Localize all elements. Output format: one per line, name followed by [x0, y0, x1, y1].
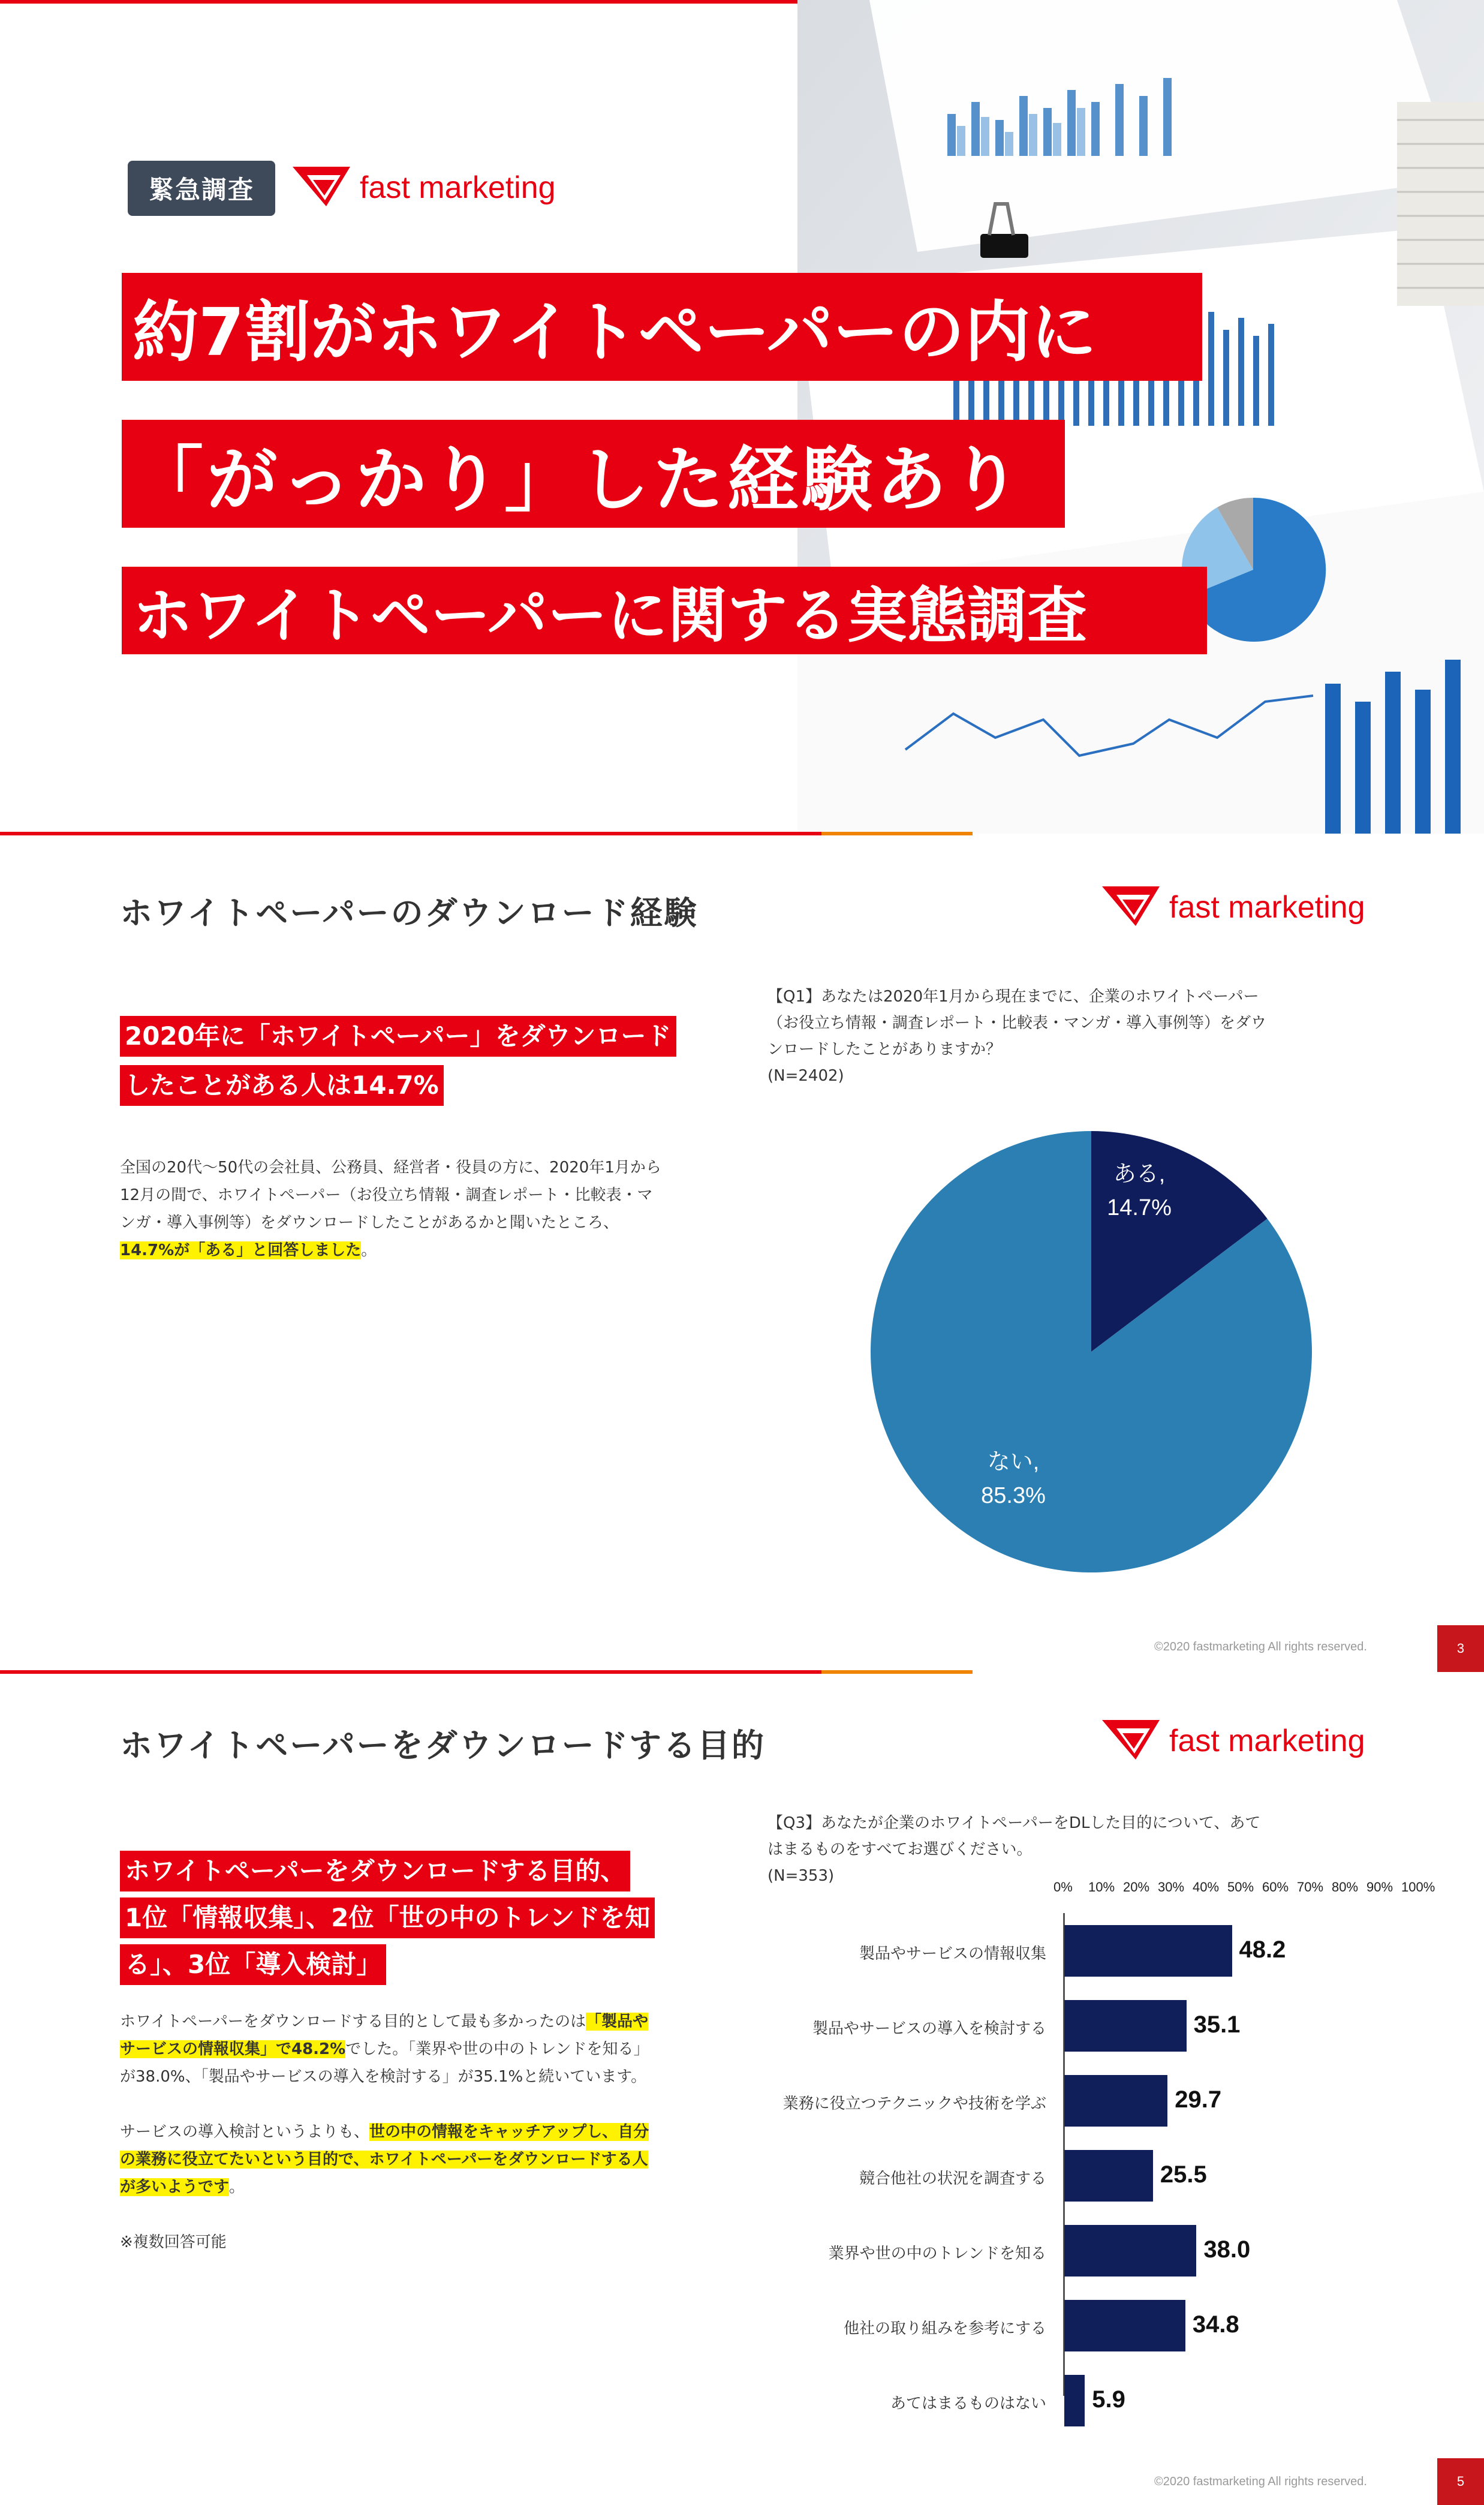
slide-3-title: ホワイトペーパーのダウンロード経験 [120, 894, 699, 932]
question-sample-size: (N=353) [767, 1867, 835, 1885]
axis-tick-label: 50% [1227, 1879, 1254, 1894]
bar-category-label: 製品やサービスの導入を検討する [812, 2020, 1046, 2038]
headline-line: る」、3位「導入検討」 [120, 1944, 386, 1985]
slide-3-page-number: 3 [1437, 1625, 1484, 1672]
slide-3-bottom-rule-orange [821, 1670, 973, 1674]
body-line: 全国の20代～50代の会社員、公務員、経営者・役員の方に、2020年1月から [120, 1159, 661, 1177]
pie-label-yes [1079, 1157, 1199, 1225]
urgent-survey-badge: 緊急調査 [128, 161, 275, 216]
question-line: 【Q1】あなたは2020年1月から現在までに、企業のホワイトペーパー [767, 988, 1259, 1006]
body-text: でした。「業界や世の中のトレンドを知る」 [345, 2040, 649, 2058]
bar [1064, 2150, 1153, 2202]
logo-text: fast marketing [1169, 1724, 1365, 1758]
bar-category-label: 他社の取り組みを参考にする [843, 2320, 1046, 2338]
q1-question [767, 984, 1319, 1089]
question-sample-size: (N=2402) [767, 1067, 844, 1085]
slide-5-title: ホワイトペーパーをダウンロードする目的 [120, 1727, 766, 1764]
cover-chart-photo [797, 0, 1484, 834]
cover-top-rule [0, 0, 797, 4]
bar-category-label: 競合他社の状況を調査する [859, 2170, 1046, 2188]
body-highlight: 14.7%が「ある」と回答しました [120, 1241, 362, 1259]
bar-category-label: 製品やサービスの情報収集 [859, 1945, 1046, 1963]
fast-marketing-logo-icon [1102, 1720, 1160, 1762]
cover-title-line-1: 約7割がホワイトペーパーの内に [122, 273, 1202, 381]
bar-value-label: 34.8 [1192, 2311, 1239, 2338]
bar-value-label: 48.2 [1239, 1936, 1286, 1963]
q3-question [767, 1810, 1319, 1889]
body-highlight: サービスの情報収集」で48.2% [120, 2040, 346, 2058]
cover-logo [293, 167, 556, 209]
pie-label-no-value: 85.3% [981, 1483, 1046, 1508]
bar-category-label: 業界や世の中のトレンドを知る [828, 2245, 1046, 2263]
bar-category-label: あてはまるものはない [890, 2395, 1046, 2413]
pie-label-yes-name: ある, [1113, 1162, 1166, 1187]
bar-category-label: 業務に役立つテクニックや技術を学ぶ [782, 2095, 1046, 2113]
bar [1064, 2375, 1085, 2426]
bar-value-label: 38.0 [1203, 2236, 1251, 2263]
slide-3-copyright: ©2020 fastmarketing All rights reserved. [1154, 1640, 1367, 1653]
bar-value-label: 5.9 [1092, 2386, 1125, 2413]
question-line: はまるものをすべてお選びください。 [767, 1841, 1033, 1859]
fast-marketing-logo-icon [293, 167, 350, 209]
body-text: が38.0%、「製品やサービスの導入を検討する」が35.1%と続いています。 [120, 2068, 647, 2086]
axis-tick-label: 100% [1401, 1879, 1435, 1894]
headline-line: ホワイトペーパーをダウンロードする目的、 [120, 1851, 630, 1891]
logo-text: fast marketing [360, 170, 556, 205]
axis-tick-label: 70% [1297, 1879, 1324, 1894]
bar [1064, 2075, 1167, 2127]
question-line: （お役立ち情報・調査レポート・比較表・マンガ・導入事例等）をダウ [767, 1014, 1267, 1032]
multiple-answer-note: ※複数回答可能 [120, 2233, 227, 2251]
body-end: 。 [229, 2178, 245, 2196]
body-line: ンガ・導入事例等）をダウンロードしたことがあるかと聞いたところ、 [120, 1214, 619, 1232]
slide-5-copyright: ©2020 fastmarketing All rights reserved. [1154, 2475, 1367, 2488]
bar [1064, 2300, 1185, 2351]
axis-tick-label: 0% [1053, 1879, 1073, 1894]
slide-5-headline [120, 1851, 655, 1991]
axis-tick-label: 90% [1366, 1879, 1393, 1894]
pie-label-yes-value: 14.7% [1107, 1195, 1172, 1220]
axis-tick-label: 80% [1332, 1879, 1359, 1894]
body-highlight: の業務に役立てたいという目的で、ホワイトペーパーをダウンロードする人 [120, 2151, 648, 2169]
cover-bottom-rule-orange [821, 832, 973, 835]
question-line: ンロードしたことがありますか？ [767, 1041, 1002, 1058]
body-text: ホワイトペーパーをダウンロードする目的として最も多かったのは [120, 2013, 586, 2031]
bar [1064, 2225, 1196, 2277]
slide-3-body [120, 1154, 696, 1264]
bar-value-label: 35.1 [1193, 2011, 1241, 2038]
slide-5-logo [1102, 1720, 1365, 1762]
headline-line: 1位「情報収集」、2位「世の中のトレンドを知 [120, 1897, 655, 1938]
axis-tick-label: 60% [1262, 1879, 1289, 1894]
body-end: 。 [361, 1241, 377, 1259]
body-line: 12月の間で、ホワイトペーパー（お役立ち情報・調査レポート・比較表・マ [120, 1186, 653, 1204]
cover-title-line-3: ホワイトペーパーに関する実態調査 [122, 567, 1207, 654]
cover-bottom-rule-red [0, 832, 821, 835]
slide-5-body [120, 2008, 708, 2256]
slide-5-page-number: 5 [1437, 2458, 1484, 2505]
bar-value-label: 25.5 [1160, 2161, 1207, 2188]
fast-marketing-logo-icon [1102, 886, 1160, 928]
slide-3-headline [120, 1016, 676, 1114]
bar [1064, 2000, 1187, 2052]
pie-label-no-name: ない, [987, 1450, 1040, 1475]
headline-line: 2020年に「ホワイトペーパー」をダウンロード [120, 1016, 676, 1057]
logo-text: fast marketing [1169, 890, 1365, 925]
body-text: サービスの導入検討というよりも、 [120, 2123, 370, 2141]
body-highlight: 「製品や [586, 2013, 649, 2031]
axis-tick-label: 10% [1088, 1879, 1115, 1894]
axis-tick-label: 30% [1158, 1879, 1185, 1894]
axis-tick-label: 20% [1123, 1879, 1150, 1894]
body-highlight: 世の中の情報をキャッチアップし、自分 [369, 2123, 649, 2141]
body-highlight: が多いようです [120, 2178, 230, 2196]
slide-3-logo [1102, 886, 1365, 928]
cover-title-line-2: 「がっかり」した経験あり [122, 420, 1065, 528]
chart-photo-illustration [797, 0, 1484, 834]
bar-value-label: 29.7 [1175, 2086, 1222, 2113]
question-line: 【Q3】あなたが企業のホワイトペーパーをDLした目的について、あて [767, 1814, 1261, 1832]
slide-3-bottom-rule-red [0, 1670, 821, 1674]
pie-label-no [953, 1445, 1073, 1512]
axis-tick-label: 40% [1193, 1879, 1220, 1894]
bar [1064, 1925, 1232, 1977]
headline-line: したことがある人は14.7% [120, 1065, 444, 1106]
